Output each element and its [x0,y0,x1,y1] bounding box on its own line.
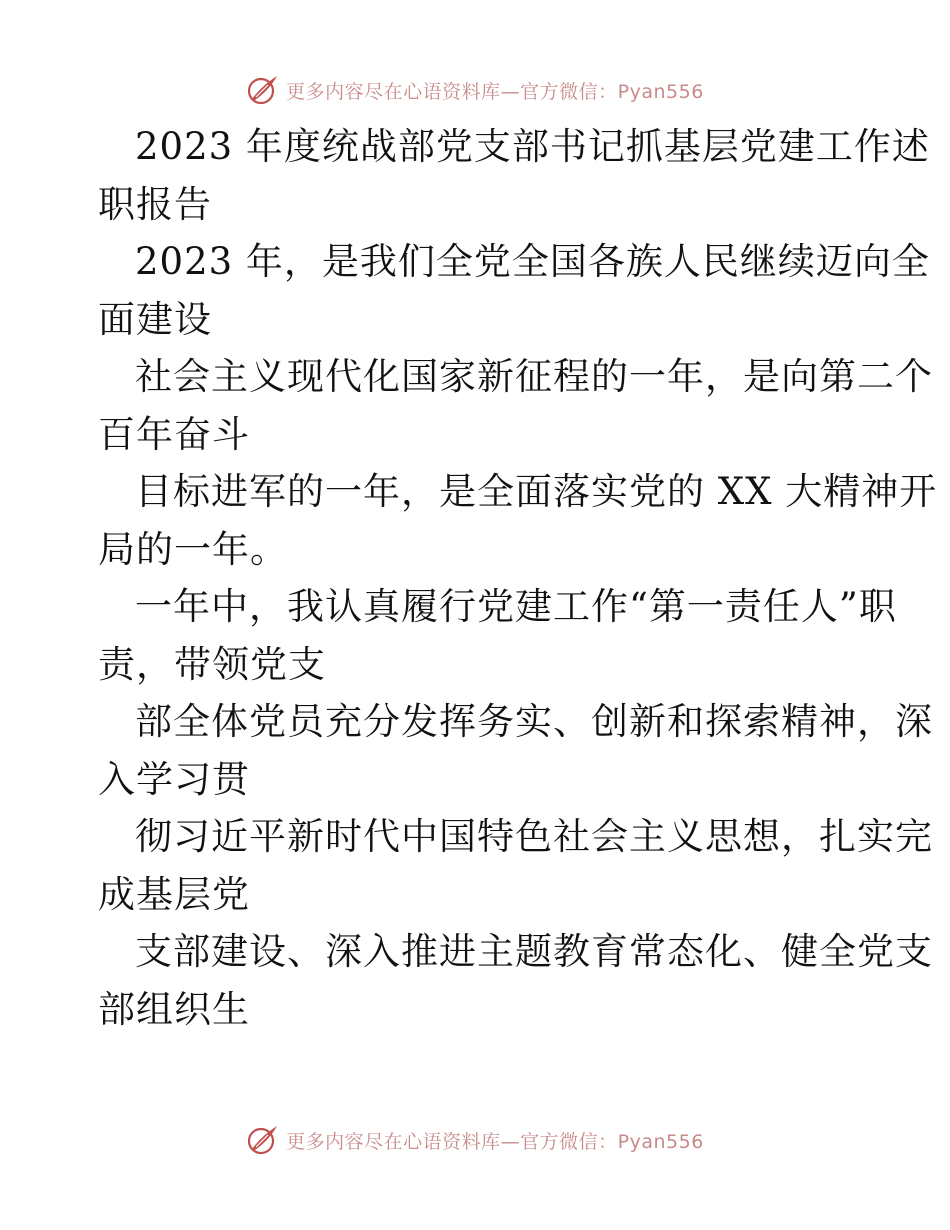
text-line: 入学习贯 [98,757,250,801]
text-line: 社会主义现代化国家新征程的一年，是向第二个 [135,355,933,398]
header-watermark [0,70,950,110]
text-line: 一年中，我认真履行党建工作“第一责任人”职 [135,585,897,628]
document-body [98,118,938,1038]
quill-emblem-icon [246,73,280,107]
text-line: 部全体党员充分发挥务实、创新和探索精神，深 [135,700,933,743]
text-line: 面建设 [98,297,212,341]
text-line: 成基层党 [98,872,250,916]
text-line: 支部建设、深入推进主题教育常态化、健全党支 [135,930,933,973]
footer-watermark [0,1120,950,1160]
text-line: 彻习近平新时代中国特色社会主义思想，扎实完 [135,815,933,858]
watermark-text: 更多内容尽在心语资料库—官方微信：Pyan556 [286,1130,704,1153]
text-line: 目标进军的一年，是全面落实党的 XX 大精神开 [135,470,938,513]
text-line: 2023 年，是我们全党全国各族人民继续迈向全 [135,240,930,283]
text-line: 职报告 [98,182,212,226]
text-line: 部组织生 [98,987,250,1031]
text-line: 2023 年度统战部党支部书记抓基层党建工作述 [135,125,930,168]
text-line: 局的一年。 [98,527,288,571]
quill-emblem-icon [246,1123,280,1157]
text-line: 责，带领党支 [98,642,326,686]
text-line: 百年奋斗 [98,412,250,456]
watermark-text: 更多内容尽在心语资料库—官方微信：Pyan556 [286,80,704,103]
